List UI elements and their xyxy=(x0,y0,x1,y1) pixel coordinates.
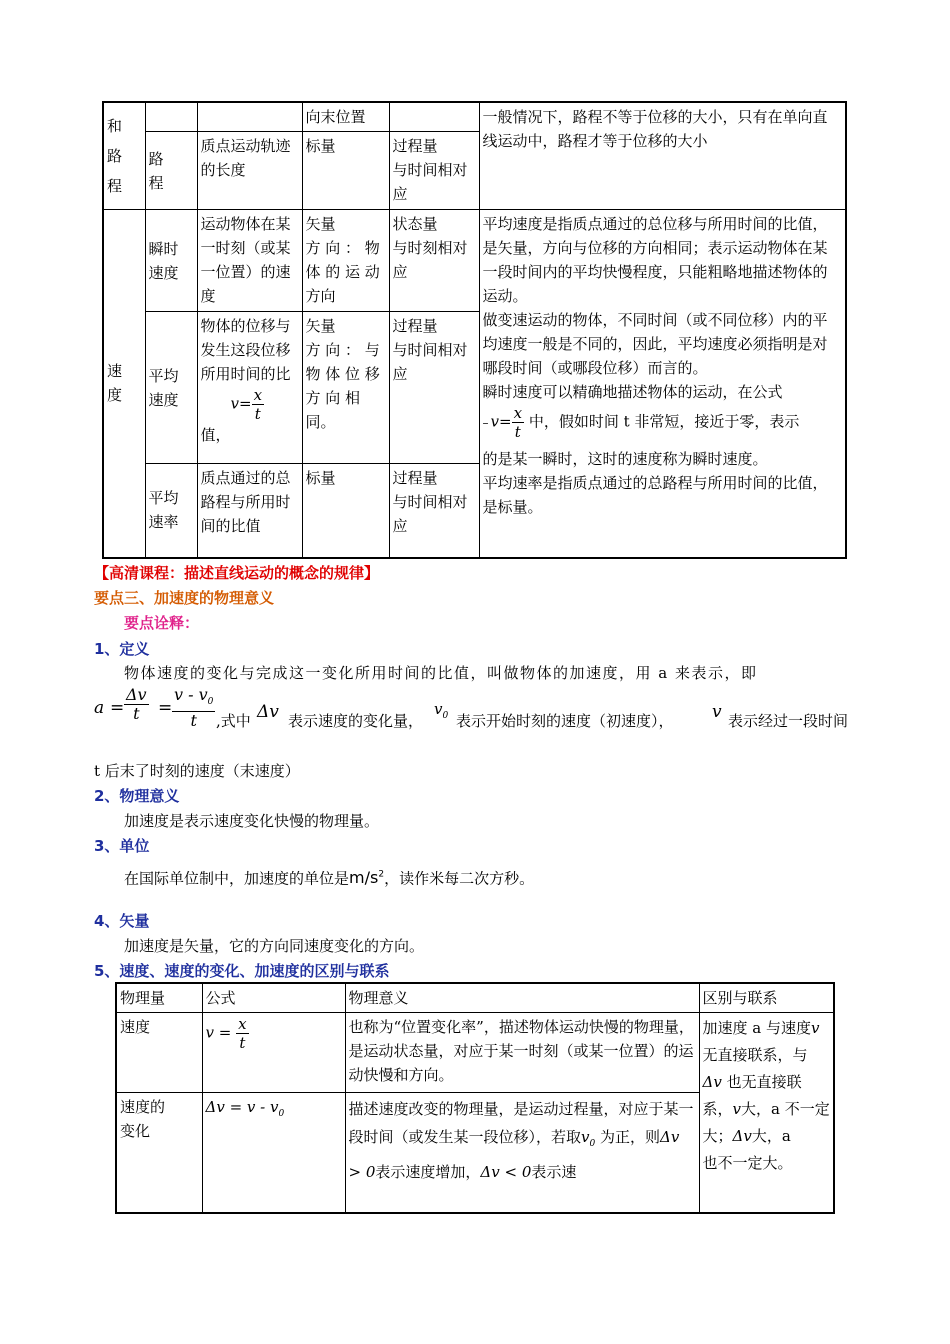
explain-heading: 要点诠释： xyxy=(124,614,200,632)
lupath-definition: 质点运动轨迹的长度 xyxy=(197,132,302,210)
frac-v-v0-t: $\frac{v - v_0}{t}$ xyxy=(174,685,214,731)
lupath-vector: 标量 xyxy=(302,132,389,210)
formula-v: v xyxy=(490,412,499,431)
group-cell-velocity: 速 度 xyxy=(103,210,145,558)
header-relation: 区别与联系 xyxy=(699,983,834,1013)
section-definition: 1、定义 xyxy=(94,640,150,658)
unit-text: 在国际单位制中，加速度的单位是$m/s^2$，读作米每二次方秒。 xyxy=(124,868,535,888)
dspeed-v0: $v_0$ xyxy=(581,1128,596,1149)
meaning-text: 加速度是表示速度变化快慢的物理量。 xyxy=(124,812,380,830)
lupath-process: 过程量 与时间相对应 xyxy=(389,132,479,210)
vector-text: 加速度是矢量，它的方向同速度变化的方向。 xyxy=(124,937,425,955)
course-heading: 【高清课程：描述直线运动的概念的规律】 xyxy=(94,564,380,582)
dspeed-meaning: 描述速度改变的物理量，是运动过程量，对应于某一段时间（或发生某一段位移），若取$v_0$ 为正，则Δv > 0表示速度增加，Δv < 0表示速 xyxy=(345,1093,699,1213)
definition-tail: t 后末了时刻的速度（末速度） xyxy=(94,762,300,780)
note-formula-line xyxy=(483,404,843,441)
average-vector: 矢量 方 向 ： 与物 体 位 移方 向 相同。 xyxy=(302,312,389,464)
note-instant-moment: 的是某一瞬时，这时的速度称为瞬时速度。 xyxy=(482,450,768,468)
rate-definition: 质点通过的总路程与所用时间的比值 xyxy=(197,464,302,558)
avg-formula-v: v xyxy=(230,394,239,413)
cell-to-end-position: 向末位置 xyxy=(302,102,389,132)
group-cell-lupath: 和 路 程 xyxy=(103,102,145,210)
dspeed-formula: $\Delta v = v - v_0$ xyxy=(202,1093,345,1213)
header-quantity: 物理量 xyxy=(116,983,202,1013)
header-meaning: 物理意义 xyxy=(345,983,699,1013)
avg-formula-frac: $\frac{x}{t}$ xyxy=(253,386,263,423)
rate-name: 平均 速率 xyxy=(145,464,197,558)
instant-vector: 矢量 方 向 ： 物体 的 运 动方向 xyxy=(302,210,389,312)
speed-formula: v = $\frac{x}{t}$ xyxy=(202,1013,345,1093)
note-rate: 平均速率是指质点通过的总路程与所用时间的比值，是标量。 xyxy=(482,474,828,516)
velocity-comparison-table xyxy=(102,101,847,559)
formula-vbar: – xyxy=(482,415,489,430)
note-formula-tail: 中，假如时间 t 非常短，接近于零，表示 xyxy=(528,412,800,431)
average-name: 平均 速度 xyxy=(145,312,197,464)
lupath-note: 一般情况下，路程不等于位移的大小，只有在单向直线运动中，路程才等于位移的大小 xyxy=(479,102,846,210)
rate-process: 过程量 与时间相对应 xyxy=(389,464,479,558)
formula-v0: $v_0$ xyxy=(434,700,449,721)
formula-v-end: v xyxy=(712,702,722,722)
lupath-name: 路 程 xyxy=(145,132,197,210)
empty-cell xyxy=(197,102,302,132)
relation-cell: 加速度 a 与速度v 无直接联系，与 Δv 也无直接联 系，v大，a 不一定大；Δv大，a 也不一定大。 xyxy=(699,1013,834,1213)
formula-dv: Δv xyxy=(257,702,279,722)
empty-cell xyxy=(389,102,479,132)
average-definition: 物体的位移与发生这段位移所用时间的比 v= $\frac{x}{t}$ 值， xyxy=(197,312,302,464)
formula-a: a xyxy=(94,698,105,718)
formula-eq: = xyxy=(498,412,512,431)
header-formula: 公式 xyxy=(202,983,345,1013)
average-process: 过程量 与时间相对应 xyxy=(389,312,479,464)
instant-name: 瞬时 速度 xyxy=(145,210,197,312)
section-comparison: 5、速度、速度的变化、加速度的区别与联系 xyxy=(94,962,390,980)
speed-meaning: 也称为“位置变化率”，描述物体运动快慢的物理量，是运动状态量，对应于某一时刻（或某一位置）的运动快慢和方向。 xyxy=(345,1013,699,1093)
formula-x-over-t: $\frac{x}{t}$ xyxy=(513,404,523,441)
note-instant: 瞬时速度可以精确地描述物体的运动，在公式 xyxy=(482,383,783,401)
instant-definition: 运动物体在某一时刻（或某一位置）的速度 xyxy=(197,210,302,312)
section-meaning: 2、物理意义 xyxy=(94,787,180,805)
unit-value: $m/s^2$ xyxy=(349,868,385,888)
definition-formula-line: a = $\frac{\Delta v}{t}$ = $\frac{v - v_0}{t}$ ,式中 Δv 表示速度的变化量， $v_0$ 表示开始时刻的速度（初速度）， v 表示经过一段时间 xyxy=(94,685,849,731)
empty-cell xyxy=(145,102,197,132)
section-unit: 3、单位 xyxy=(94,837,150,855)
rate-vector: 标量 xyxy=(302,464,389,558)
point3-heading: 要点三、加速度的物理意义 xyxy=(94,589,275,607)
dspeed-name: 速度的 变化 xyxy=(116,1093,202,1213)
speed-name: 速度 xyxy=(116,1013,202,1093)
instant-process: 状态量 与时刻相对应 xyxy=(389,210,479,312)
note-average: 平均速度是指质点通过的总位移与所用时间的比值，是矢量，方向与位移的方向相同；表示运动物体在某一段时间内的平均快慢程度，只能粗略地描述物体的运动。 xyxy=(482,215,828,305)
velocity-notes xyxy=(479,210,846,558)
acceleration-comparison-table xyxy=(115,982,835,1214)
section-vector: 4、矢量 xyxy=(94,912,150,930)
note-variable: 做变速运动的物体，不同时间（或不同位移）内的平均速度一般是不同的，因此，平均速度必须指明是对哪段时间（或哪段位移）而言的。 xyxy=(482,311,828,377)
frac-dv-t: $\frac{\Delta v}{t}$ xyxy=(126,685,147,723)
definition-text: 物体速度的变化与完成这一变化所用时间的比值，叫做物体的加速度，用 a 来表示，即 xyxy=(124,664,758,682)
